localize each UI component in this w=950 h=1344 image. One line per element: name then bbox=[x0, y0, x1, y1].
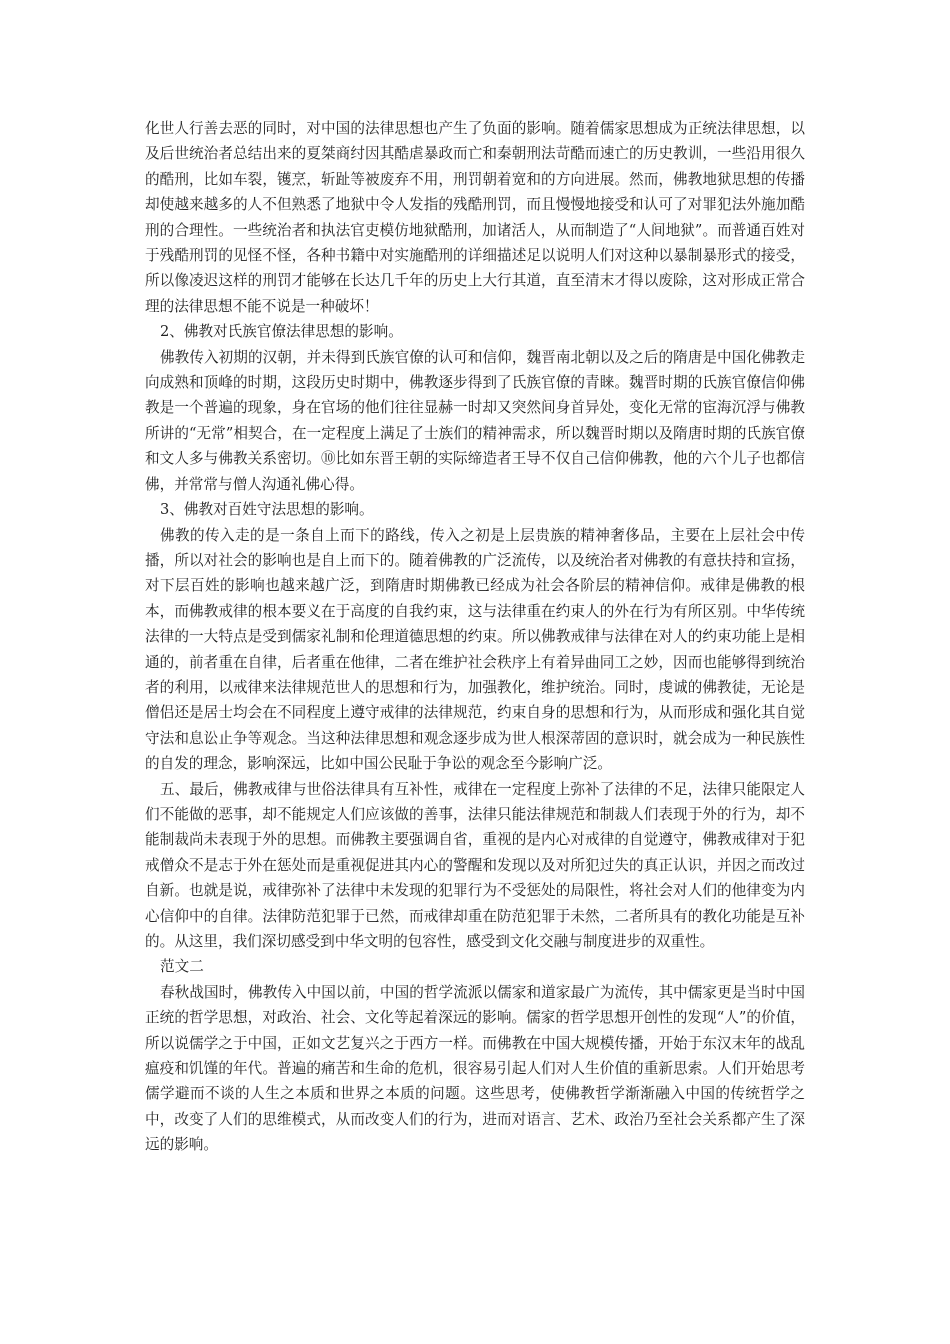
paragraph-law-negative-impact: 化世人行善去恶的同时，对中国的法律思想也产生了负面的影响。随着儒家思想成为正统法律思想，以及后世统治者总结出来的夏桀商纣因其酷虐暴政而亡和秦朝刑法苛酷而速亡的历史教训，一些沿用很久的酷刑，比如车裂，镬烹，斩趾等被废弃不用，刑罚朝着宽和的方向进展。然而，佛教地狱思想的传播却使越来越多的人不但熟悉了地狱中令人发指的残酷刑罚，而且慢慢地接受和认可了对罪犯法外施加酷刑的合理性。一些统治者和执法官吏模仿地狱酷刑，加诸活人，从而制造了“人间地狱”。而普通百姓对于残酷刑罚的见怪不怪，各种书籍中对实施酷刑的详细描述足以说明人们对这种以暴制暴形式的接受，所以像凌迟这样的刑罚才能够在长达几千年的历史上大行其道，直至清末才得以废除，这对形成正常合理的法律思想不能不说是一种破坏！ bbox=[145, 120, 805, 315]
paragraph-common-people: 佛教的传入走的是一条自上而下的路线，传入之初是上层贵族的精神奢侈品，主要在上层社会中传播，所以对社会的影响也是自上而下的。随着佛教的广泛流传，以及统治者对佛教的有意扶持和宣扬，对下层百姓的影响也越来越广泛，到隋唐时期佛教已经成为社会各阶层的精神信仰。戒律是佛教的根本，而佛教戒律的根本要义在于高度的自我约束，这与法律重在约束人的外在行为有所区别。中华传统法律的一大特点是受到儒家礼制和伦理道德思想的约束。所以佛教戒律与法律在对人的约束功能上是相通的，前者重在自律，后者重在他律，二者在维护社会秩序上有着异曲同工之妙，因而也能够得到统治者的利用，以戒律来法律规范世人的思想和行为，加强教化，维护统治。同时，虔诚的佛教徒，无论是僧侣还是居士均会在不同程度上遵守戒律的法律规范，约束自身的思想和行为，从而形成和强化其自觉守法和息讼止争等观念。当这种法律思想和观念逐步成为世人根深蒂固的意识时，就会成为一种民族性的自发的理念，影响深远，比如中国公民耻于争讼的观念至今影响广泛。 bbox=[145, 526, 805, 773]
document-page bbox=[145, 116, 805, 1158]
paragraph-clan-officials: 佛教传入初期的汉朝，并未得到氏族官僚的认可和信仰，魏晋南北朝以及之后的隋唐是中国化佛教走向成熟和顶峰的时期，这段历史时期中，佛教逐步得到了氏族官僚的青睐。魏晋时期的氏族官僚信仰佛教是一个普遍的现象，身在官场的他们往往显赫一时却又突然间身首异处，变化无常的宦海沉浮与佛教所讲的“无常”相契合，在一定程度上满足了士族们的精神需求，所以魏晋时期以及隋唐时期的氏族官僚和文人多与佛教关系密切。⑩比如东晋王朝的实际缔造者王导不仅自己信仰佛教，他的六个儿子也都信佛，并常常与僧人沟通礼佛心得。 bbox=[145, 348, 805, 493]
paragraph-complementarity: 五、最后，佛教戒律与世俗法律具有互补性，戒律在一定程度上弥补了法律的不足，法律只能限定人们不能做的恶事，却不能规定人们应该做的善事，法律只能法律规范和制裁人们表现于外的行为，却不能制裁尚未表现于外的思想。而佛教主要强调自省，重视的是内心对戒律的自觉遵守，佛教戒律对于犯戒僧众不是志于外在惩处而是重视促进其内心的警醒和发现以及对所犯过失的真正认识，并因之而改过自新。也就是说，戒律弥补了法律中未发现的犯罪行为不受惩处的局限性，将社会对人们的他律变为内心信仰中的自律。法律防范犯罪于已然，而戒律却重在防范犯罪于未然，二者所具有的教化功能是互补的。从这里，我们深切感受到中华文明的包容性，感受到文化交融与制度进步的双重性。 bbox=[145, 780, 805, 950]
section-heading-clan-officials: 2、佛教对氏族官僚法律思想的影响。 bbox=[160, 323, 403, 341]
section-heading-sample-two: 范文二 bbox=[160, 958, 204, 976]
section-heading-common-people: 3、佛教对百姓守法思想的影响。 bbox=[160, 501, 374, 519]
paragraph-sample-two: 春秋战国时，佛教传入中国以前，中国的哲学流派以儒家和道家最广为流传，其中儒家更是当时中国正统的哲学思想，对政治、社会、文化等起着深远的影响。儒家的哲学思想开创性的发现“人”的价值，所以说儒学之于中国，正如文艺复兴之于西方一样。而佛教在中国大规模传播，开始于东汉末年的战乱瘟疫和饥馑的年代。普遍的痛苦和生命的危机，很容易引起人们对人生价值的重新思索。人们开始思考儒学避而不谈的人生之本质和世界之本质的问题。这些思考，使佛教哲学渐渐融入中国的传统哲学之中，改变了人们的思维模式，从而改变人们的行为，进而对语言、艺术、政治乃至社会关系都产生了深远的影响。 bbox=[145, 983, 805, 1154]
